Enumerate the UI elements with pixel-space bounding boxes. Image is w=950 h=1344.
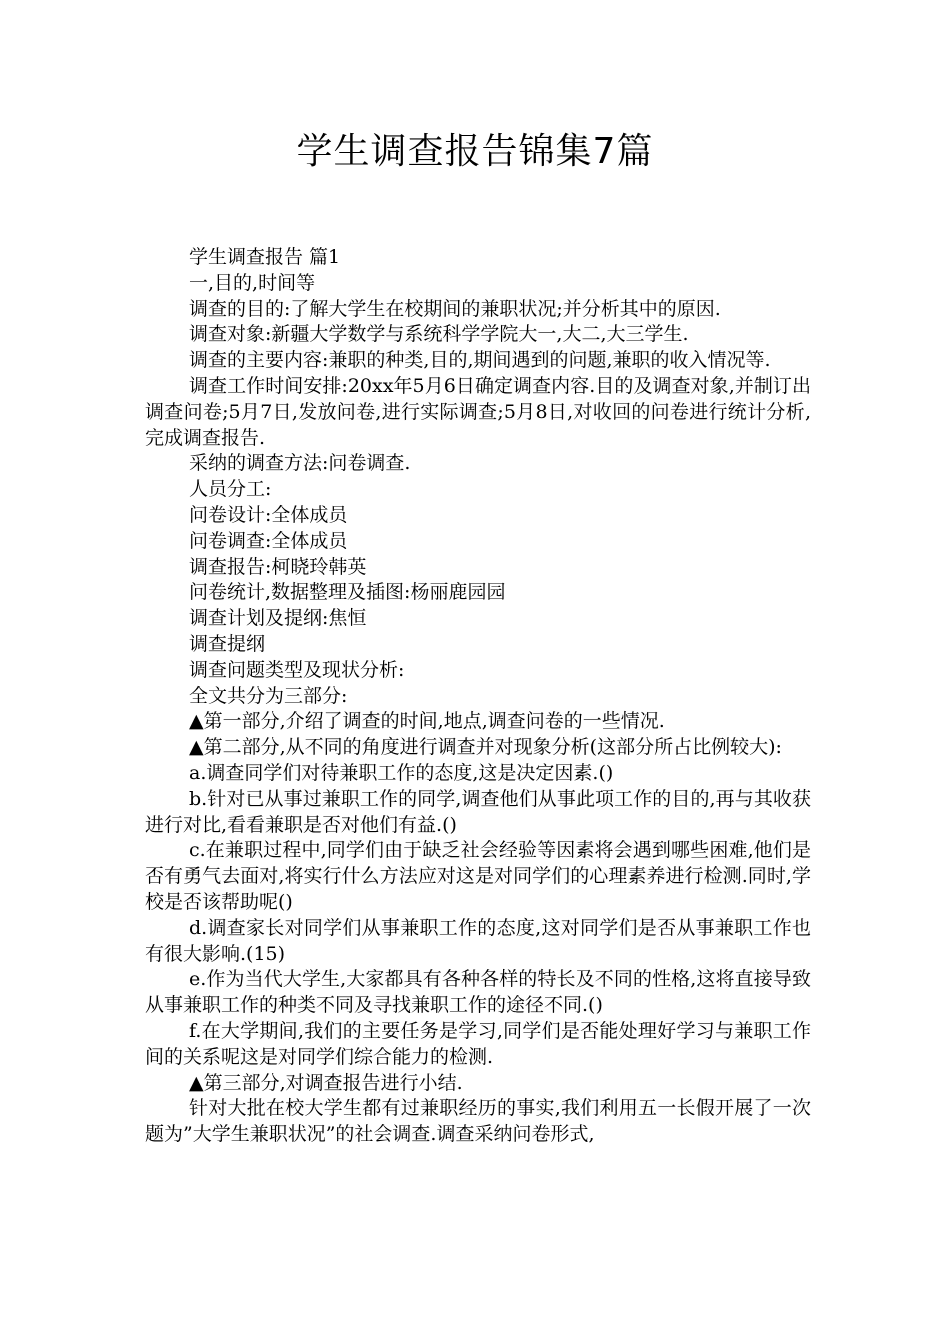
document-body xyxy=(145,245,811,1148)
paragraph-staff-survey: 问卷调查:全体成员 xyxy=(189,529,348,552)
paragraph-staff-statistics: 问卷统计,数据整理及插图:杨丽鹿园园 xyxy=(189,581,506,604)
paragraph-analysis-heading: 调查问题类型及现状分析: xyxy=(189,658,405,681)
paragraph-item-e: e.作为当代大学生,大家都具有各种各样的特长及不同的性格,这将直接导致从事兼职工作的种类不同及寻找兼职工作的途径不同.() xyxy=(145,968,811,1017)
paragraph-part-three: ▲第三部分,对调查报告进行小结. xyxy=(189,1071,463,1094)
paragraph-structure: 全文共分为三部分: xyxy=(189,684,348,707)
paragraph-staff-design: 问卷设计:全体成员 xyxy=(189,503,348,526)
document-title: 学生调查报告锦集7篇 xyxy=(296,131,654,172)
paragraph-method: 采纳的调查方法:问卷调查. xyxy=(189,452,411,475)
paragraph-item-a: a.调查同学们对待兼职工作的态度,这是决定因素.() xyxy=(189,761,614,784)
paragraph-staff-plan: 调查计划及提纲:焦恒 xyxy=(189,607,367,630)
paragraph-item-d: d.调查家长对同学们从事兼职工作的态度,这对同学们是否从事兼职工作也有很大影响.(15) xyxy=(145,916,811,965)
paragraph-part-one: ▲第一部分,介绍了调查的时间,地点,调查问卷的一些情况. xyxy=(189,710,665,733)
paragraph-staff-report: 调查报告:柯晓玲韩英 xyxy=(189,555,367,578)
paragraph-item-f: f.在大学期间,我们的主要任务是学习,同学们是否能处理好学习与兼职工作间的关系呢这是对同学们综合能力的检测. xyxy=(145,1019,811,1068)
paragraph-summary: 针对大批在校大学生都有过兼职经历的事实,我们利用五一长假开展了一次题为”大学生兼职状况”的社会调查.调查采纳问卷形式, xyxy=(145,1097,811,1146)
paragraph-item-b: b.针对已从事过兼职工作的同学,调查他们从事此项工作的目的,再与其收获进行对比,看看兼职是否对他们有益.() xyxy=(145,787,811,836)
paragraph-purpose: 调查的目的:了解大学生在校期间的兼职状况;并分析其中的原因. xyxy=(189,297,721,320)
paragraph-item-c: c.在兼职过程中,同学们由于缺乏社会经验等因素将会遇到哪些困难,他们是否有勇气去面对,将实行什么方法应对这是对同学们的心理素养进行检测.同时,学校是否该帮助呢() xyxy=(145,839,811,913)
paragraph-outline-heading: 调查提纲 xyxy=(189,632,266,655)
paragraph-part-two: ▲第二部分,从不同的角度进行调查并对现象分析(这部分所占比例较大): xyxy=(189,736,782,759)
paragraph-content: 调查的主要内容:兼职的种类,目的,期间遇到的问题,兼职的收入情况等. xyxy=(189,349,771,372)
paragraph-subjects: 调查对象:新疆大学数学与系统科学学院大一,大二,大三学生. xyxy=(189,323,689,346)
paragraph-purpose-heading: 一,目的,时间等 xyxy=(189,271,316,294)
paragraph-schedule: 调查工作时间安排:20xx年5月6日确定调查内容.目的及调查对象,并制订出调查问卷;5月7日,发放问卷,进行实际调查;5月8日,对收回的问卷进行统计分析,完成调查报告. xyxy=(145,374,811,449)
paragraph-section-heading: 学生调查报告 篇1 xyxy=(189,246,341,268)
paragraph-staff-heading: 人员分工: xyxy=(189,478,272,501)
